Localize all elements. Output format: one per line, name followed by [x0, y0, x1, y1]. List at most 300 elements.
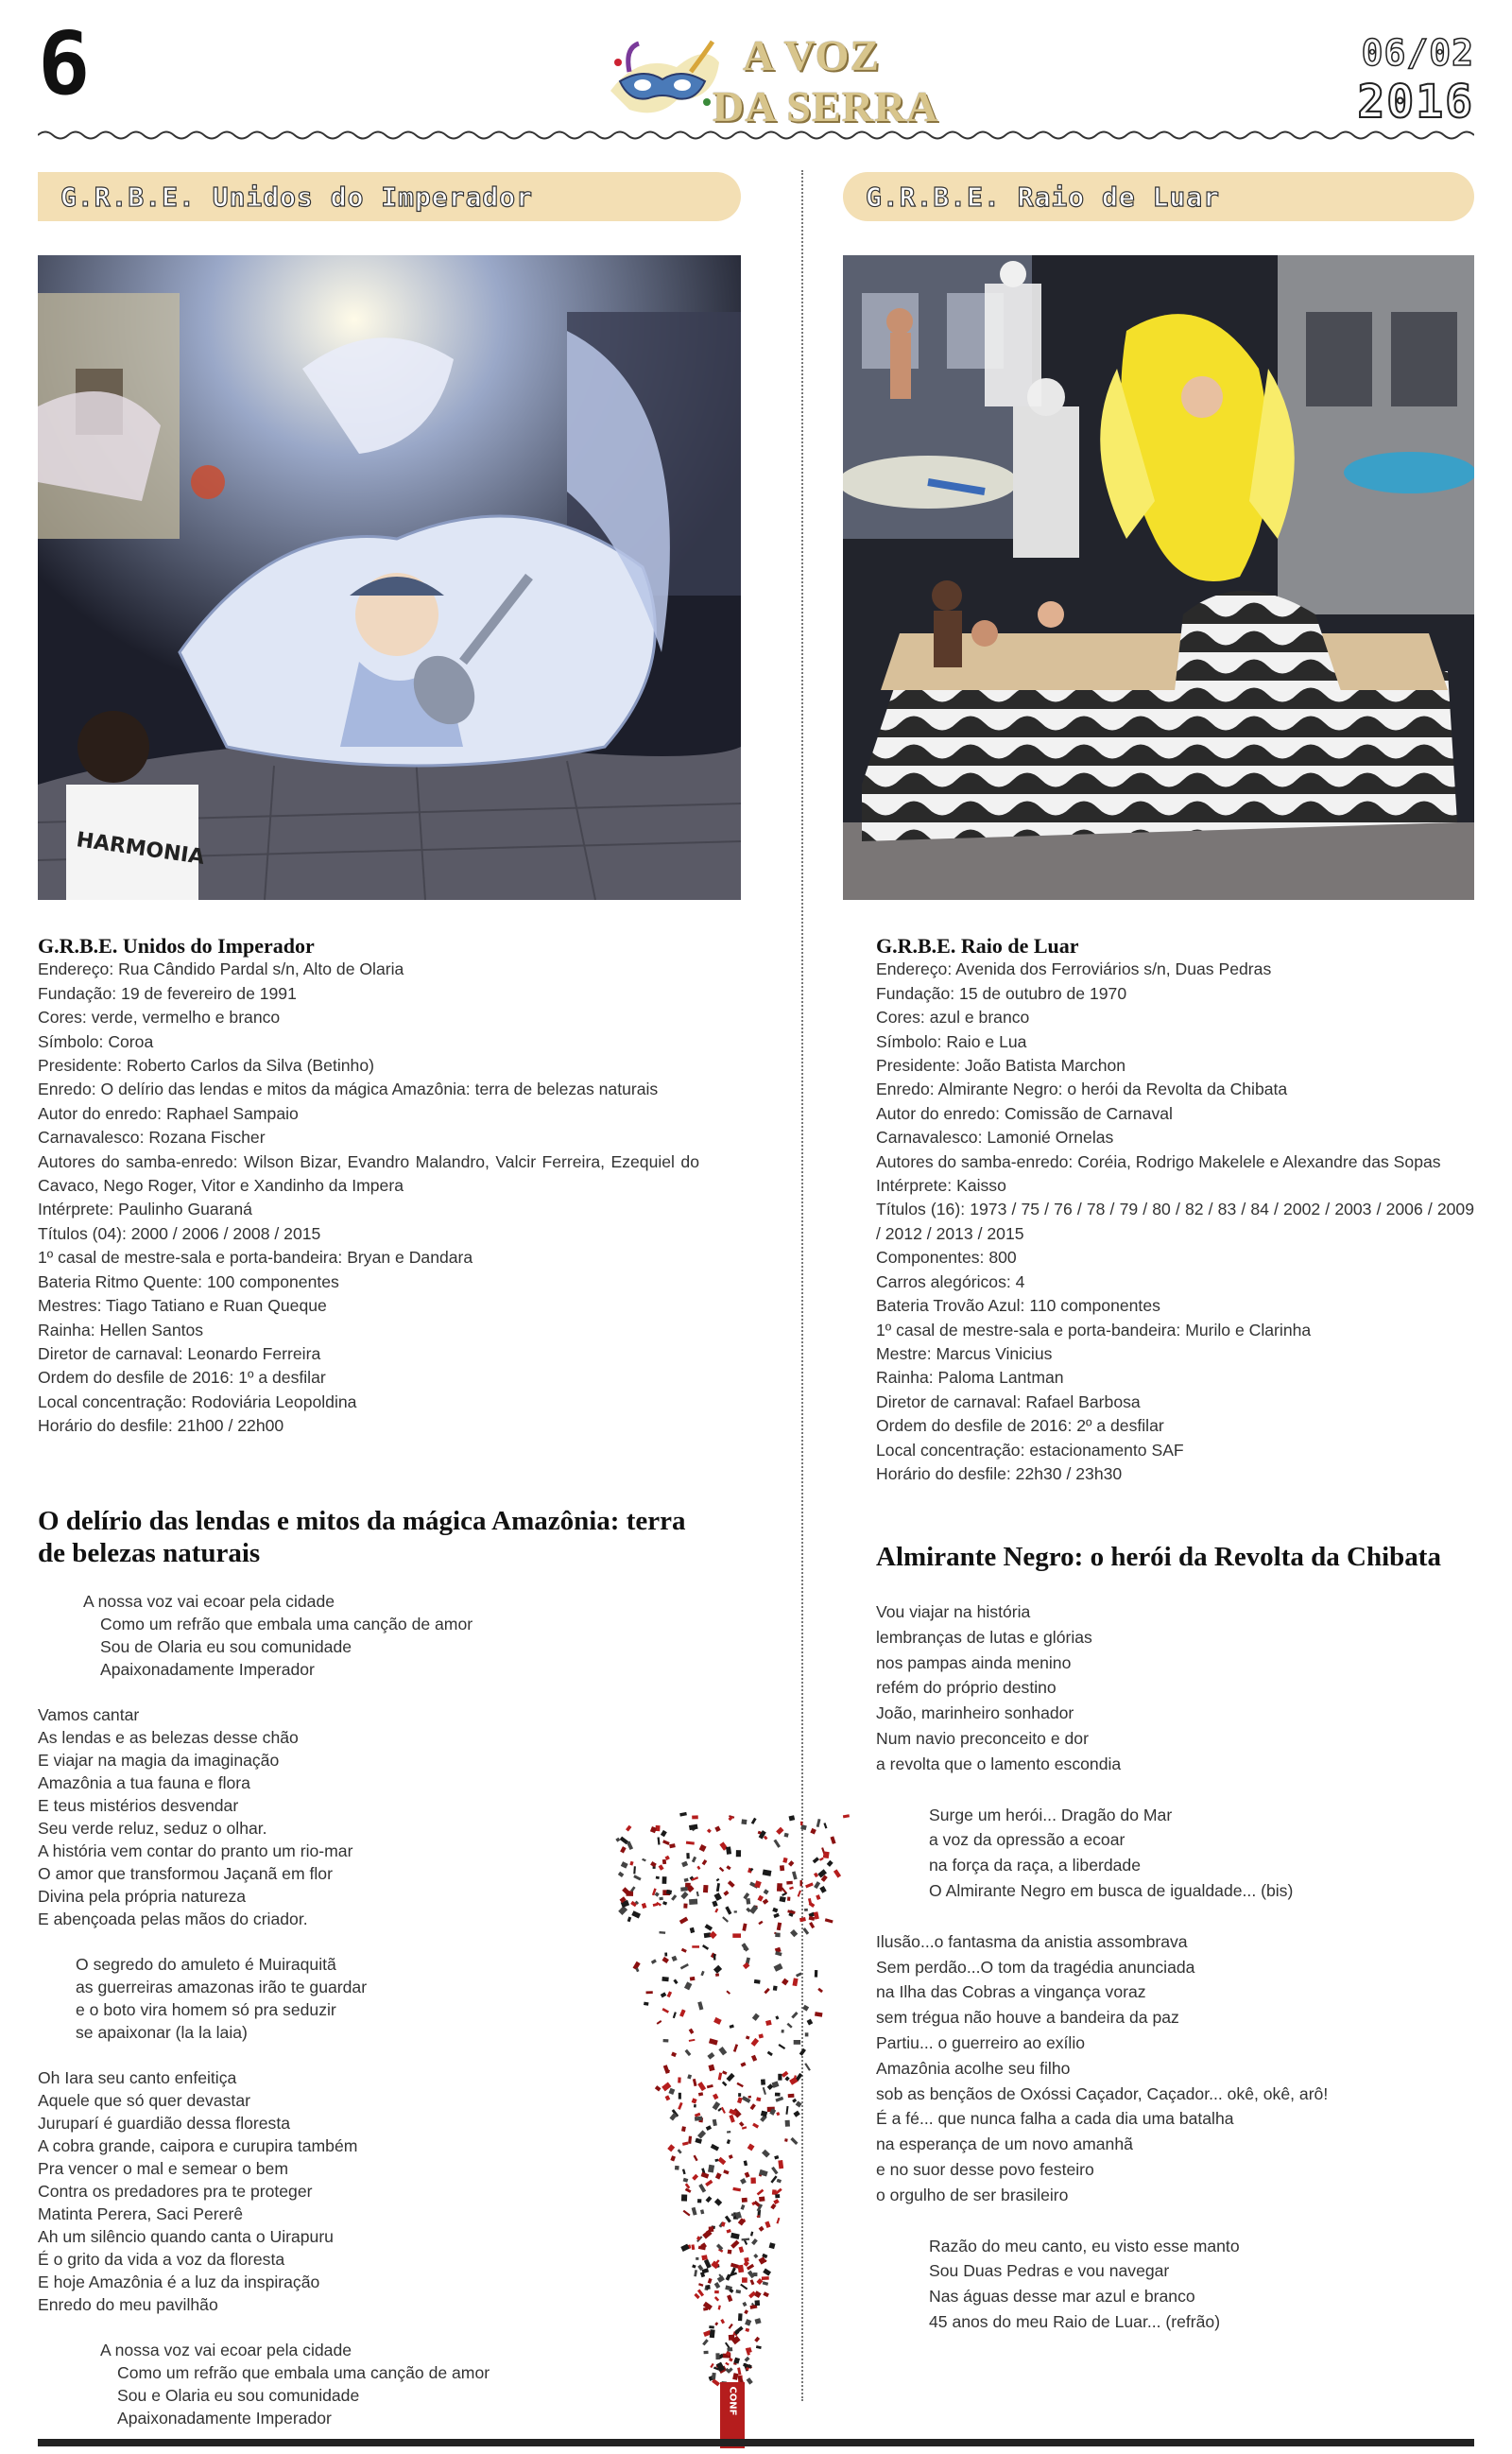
confetti-piece — [774, 2155, 779, 2159]
lyric-line: A nossa voz vai ecoar pela cidade — [83, 1592, 335, 1611]
school-info-line: Fundação: 19 de fevereiro de 1991 — [38, 983, 297, 1003]
confetti-piece — [750, 2232, 753, 2237]
school-banner-unidos-do-imperador: G.R.B.E. Unidos do Imperador — [38, 172, 741, 221]
confetti-piece — [755, 2318, 762, 2324]
confetti-piece — [814, 1881, 820, 1889]
confetti-piece — [730, 2240, 739, 2249]
confetti-piece — [626, 1825, 631, 1832]
confetti-piece — [681, 1948, 687, 1953]
confetti-piece — [755, 2300, 761, 2306]
confetti-piece — [830, 1836, 835, 1844]
confetti-piece — [644, 2002, 648, 2006]
confetti-piece — [810, 1828, 816, 1835]
confetti-piece — [745, 2171, 750, 2177]
confetti-piece — [794, 2040, 800, 2045]
confetti-piece — [782, 1979, 789, 1986]
lyric-line: e o boto vira homem só pra seduzir — [76, 2000, 336, 2019]
confetti-piece — [713, 1954, 715, 1961]
confetti-piece — [711, 2144, 719, 2152]
lyric-line: refém do próprio destino — [876, 1678, 1057, 1698]
confetti-piece — [723, 1891, 729, 1896]
confetti-piece — [662, 1901, 667, 1905]
confetti-piece — [775, 2015, 779, 2019]
confetti-piece — [665, 2095, 671, 2100]
confetti-piece — [776, 2218, 780, 2224]
confetti-piece — [817, 1988, 823, 1993]
confetti-piece — [659, 1864, 664, 1870]
confetti-piece — [784, 2076, 789, 2081]
confetti-piece — [713, 1965, 722, 1974]
confetti-piece — [700, 2209, 704, 2214]
confetti-piece — [706, 2285, 711, 2290]
confetti-piece — [664, 1953, 667, 1957]
confetti-piece — [823, 1823, 827, 1828]
confetti-piece — [697, 2082, 706, 2091]
lyric-line: e no suor desse povo festeiro — [876, 2159, 1094, 2179]
confetti-piece — [775, 2194, 780, 2198]
confetti-piece — [694, 2104, 696, 2108]
confetti-piece — [679, 2009, 686, 2016]
lyric-line: Como um refrão que embala uma canção de amor — [117, 2363, 490, 2382]
lyric-line: 45 anos do meu Raio de Luar... (refrão) — [929, 2311, 1221, 2331]
school-info-line: Local concentração: Rodoviária Leopoldina — [38, 1391, 357, 1411]
confetti-piece — [742, 1923, 747, 1930]
confetti-piece — [800, 1880, 802, 1886]
lyric-line: as guerreiras amazonas irão te guardar — [76, 1978, 368, 1996]
confetti-piece — [723, 2169, 729, 2174]
school-info-line: Horário do desfile: 22h30 / 23h30 — [876, 1463, 1123, 1483]
confetti-piece — [686, 1841, 695, 1845]
lyric-line: Vou viajar na história — [876, 1602, 1031, 1621]
confetti-piece — [702, 2339, 709, 2345]
confetti-piece — [748, 2096, 752, 2099]
confetti-piece — [695, 2117, 703, 2121]
confetti-piece — [750, 2103, 756, 2110]
confetti-piece — [655, 1892, 660, 1896]
confetti-piece — [692, 1857, 696, 1863]
confetti-piece — [689, 1824, 698, 1831]
lyric-line: Juruparí é guardião dessa floresta — [38, 2114, 290, 2133]
masthead — [601, 30, 941, 134]
confetti-piece — [662, 1876, 667, 1884]
school-info-line: Símbolo: Coroa — [38, 1031, 154, 1051]
school-info-line: Intérprete: Paulinho Guaraná — [38, 1200, 252, 1219]
confetti-piece — [699, 1844, 707, 1852]
confetti-piece — [750, 2178, 756, 2184]
confetti-piece — [697, 2130, 706, 2138]
confetti-piece — [678, 2077, 681, 2082]
lyric-line: E abençoada pelas mãos do criador. — [38, 1910, 308, 1928]
confetti-piece — [773, 2199, 779, 2204]
confetti-piece — [740, 2062, 746, 2066]
confetti-piece — [779, 2044, 786, 2049]
school-info-line: Ordem do desfile de 2016: 1º a desfilar — [38, 1368, 326, 1388]
lyric-line: O Almirante Negro em busca de igualdade... (bis) — [929, 1880, 1294, 1900]
masthead-title-line1: A VOZ — [743, 31, 881, 79]
confetti-piece — [701, 2255, 708, 2260]
confetti-piece — [746, 2035, 750, 2039]
confetti-piece — [775, 1951, 782, 1956]
confetti-piece — [739, 2246, 745, 2253]
confetti-piece — [657, 2020, 662, 2025]
confetti-piece — [698, 2092, 703, 2096]
confetti-piece — [694, 2293, 699, 2299]
confetti-piece — [655, 2085, 662, 2091]
confetti-piece — [843, 1814, 850, 1818]
confetti-piece — [762, 2276, 769, 2280]
confetti-piece — [633, 1875, 641, 1880]
confetti-piece — [708, 2165, 714, 2173]
school-info-line: Autores do samba-enredo: Coréia, Rodrigo Makelele e Alexandre das Sopas — [876, 1151, 1441, 1171]
lyric-line: Seu verde reluz, seduz o olhar. — [38, 1819, 267, 1838]
confetti-piece — [729, 2358, 733, 2362]
confetti-piece — [730, 2233, 740, 2239]
school-banner-raio-de-luar: G.R.B.E. Raio de Luar — [843, 172, 1474, 221]
confetti-piece — [764, 1889, 769, 1894]
confetti-piece — [681, 2194, 687, 2201]
confetti-piece — [714, 2159, 718, 2162]
confetti-piece — [692, 1815, 698, 1819]
school-info-line: Autor do enredo: Raphael Sampaio — [38, 1103, 299, 1123]
school-info-raio-de-luar — [876, 934, 1474, 1486]
confetti-piece — [714, 2290, 719, 2293]
confetti-piece — [775, 1933, 780, 1938]
confetti-piece — [750, 2279, 755, 2285]
confetti-piece — [729, 2154, 733, 2159]
confetti-piece — [718, 2305, 721, 2309]
confetti-piece — [754, 2337, 760, 2342]
lyric-line: Aquele que só quer devastar — [38, 2091, 250, 2110]
confetti-piece — [751, 2038, 760, 2047]
confetti-piece — [659, 1931, 665, 1934]
lyric-stanza — [876, 2234, 1474, 2335]
school-info-line: Rainha: Hellen Santos — [38, 1320, 204, 1339]
confetti-piece — [678, 2102, 682, 2110]
confetti-piece — [681, 1861, 688, 1868]
masthead-title-line2: DA SERRA — [713, 82, 939, 130]
confetti-piece — [819, 1858, 824, 1861]
confetti-piece — [744, 2309, 748, 2314]
confetti-piece — [714, 1909, 718, 1913]
confetti-piece — [777, 1883, 782, 1892]
lyric-line: se apaixonar (la la laia) — [76, 2023, 248, 2042]
confetti-piece — [738, 2265, 745, 2273]
confetti-piece — [732, 2373, 738, 2380]
samba-lyrics-unidos-do-imperador — [38, 1590, 624, 2452]
confetti-piece — [680, 1963, 689, 1969]
confetti-piece — [650, 1861, 657, 1867]
confetti-piece — [769, 2242, 776, 2249]
confetti-piece — [707, 2052, 714, 2060]
school-info-line: Símbolo: Raio e Lua — [876, 1031, 1027, 1051]
confetti-piece — [615, 1838, 620, 1842]
confetti-piece — [696, 2257, 698, 2260]
confetti-piece — [662, 1977, 668, 1981]
lyric-line: sem trégua não houve a bandeira da paz — [876, 2008, 1179, 2028]
confetti-piece — [673, 2012, 677, 2018]
confetti-piece — [802, 1927, 809, 1935]
confetti-piece — [745, 2319, 751, 2325]
confetti-piece — [661, 1992, 667, 1997]
confetti-piece — [738, 2313, 743, 2321]
school-info-line: Enredo: O delírio das lendas e mitos da mágica Amazônia: terra de belezas naturais — [38, 1080, 659, 1099]
confetti-piece — [775, 2097, 783, 2102]
confetti-piece — [698, 2283, 703, 2287]
confetti-piece — [738, 2093, 741, 2097]
confetti-piece — [753, 2254, 758, 2258]
confetti-piece — [816, 1894, 820, 1900]
bottom-rule — [38, 2439, 1474, 2446]
confetti-piece — [819, 1886, 826, 1893]
school-info-line: Títulos (16): 1973 / 75 / 76 / 78 / 79 / 80 / 82 / 83 / 84 / 2002 / 2003 / 2006 / 2009 / 2012 / 2013 / 2015 — [876, 1200, 1474, 1243]
lyric-stanza — [38, 2339, 624, 2429]
confetti-piece — [716, 1878, 720, 1882]
confetti-piece — [671, 1956, 677, 1961]
confetti-piece — [684, 1981, 692, 1990]
school-info-line: Carros alegóricos: 4 — [876, 1271, 1025, 1291]
confetti-piece — [742, 2198, 747, 2203]
school-info-line: Endereço: Avenida dos Ferroviários s/n, Duas Pedras — [876, 959, 1272, 979]
lyric-line: Amazônia acolhe seu filho — [876, 2058, 1071, 2078]
confetti-piece — [721, 2107, 726, 2114]
issue-year: 2016 — [1357, 76, 1474, 129]
confetti-piece — [751, 1818, 757, 1824]
confetti-piece — [658, 1837, 661, 1844]
confetti-piece — [785, 2106, 788, 2115]
confetti-piece — [729, 2324, 733, 2329]
confetti-tube-label: CONF — [727, 2386, 738, 2416]
confetti-piece — [763, 2269, 771, 2276]
confetti-piece — [692, 2174, 698, 2181]
lyric-line: Vamos cantar — [38, 1705, 140, 1724]
confetti-piece — [742, 2302, 747, 2307]
confetti-piece — [680, 1892, 688, 1899]
confetti-piece — [784, 2138, 788, 2142]
confetti-piece — [679, 1812, 687, 1817]
confetti-piece — [726, 1846, 731, 1854]
confetti-piece — [727, 2229, 731, 2234]
school-info-line: Autores do samba-enredo: Wilson Bizar, Evandro Malandro, Valcir Ferreira, Ezequiel do Cavaco, Nego Roger, Vitor e Xandinho da Impera — [38, 1151, 699, 1196]
confetti-piece — [748, 2291, 756, 2299]
confetti-piece — [646, 1991, 653, 1994]
confetti-piece — [679, 1917, 689, 1925]
confetti-piece — [709, 2325, 714, 2328]
lyric-line: Contra os predadores pra te proteger — [38, 2182, 313, 2201]
confetti-piece — [696, 1892, 699, 1896]
lyric-line: Partiu... o guerreiro ao exílio — [876, 2032, 1086, 2052]
confetti-piece — [778, 2160, 783, 2169]
lyric-line: Ah um silêncio quando canta o Uirapuru — [38, 2227, 334, 2246]
confetti-piece — [668, 2088, 675, 2095]
confetti-piece — [732, 1933, 741, 1937]
confetti-piece — [771, 2167, 778, 2175]
lyric-line: Nas águas desse mar azul e branco — [929, 2287, 1195, 2307]
confetti-piece — [620, 1846, 627, 1853]
confetti-piece — [796, 1972, 802, 1977]
carnival-mask-icon — [601, 34, 724, 129]
school-info-title: G.R.B.E. Unidos do Imperador — [38, 934, 315, 958]
lyric-line: na Ilha das Cobras a vingança voraz — [876, 1982, 1146, 2002]
confetti-piece — [704, 2259, 712, 2269]
confetti-piece — [805, 1882, 814, 1888]
lyric-line: É o grito da vida a voz da floresta — [38, 2250, 285, 2269]
samba-lyrics-raio-de-luar — [876, 1599, 1474, 2360]
confetti-piece — [685, 2049, 692, 2056]
confetti-piece — [767, 2051, 773, 2056]
confetti-piece — [790, 2137, 798, 2145]
lyric-line: Como um refrão que embala uma canção de amor — [100, 1615, 473, 1633]
confetti-piece — [683, 1904, 687, 1909]
confetti-piece — [772, 1908, 778, 1913]
school-info-line: 1º casal de mestre-sala e porta-bandeira: Bryan e Dandara — [38, 1248, 473, 1268]
confetti-piece — [707, 1828, 712, 1833]
confetti-piece — [808, 1898, 812, 1904]
school-info-line: Enredo: Almirante Negro: o herói da Revolta da Chibata — [876, 1080, 1288, 1099]
confetti-piece — [807, 2019, 814, 2026]
confetti-piece — [690, 1977, 696, 1981]
confetti-piece — [663, 2065, 670, 2074]
confetti-piece — [695, 2138, 702, 2144]
confetti-piece — [764, 1836, 768, 1840]
confetti-piece — [784, 1833, 789, 1838]
confetti-piece — [671, 2052, 677, 2058]
confetti-piece — [631, 1910, 641, 1918]
confetti-piece — [774, 1963, 783, 1972]
confetti-piece — [799, 2048, 806, 2056]
lyric-line: Apaixonadamente Imperador — [100, 1660, 315, 1679]
confetti-piece — [629, 1861, 633, 1866]
confetti-piece — [728, 2250, 732, 2255]
confetti-piece — [776, 1827, 783, 1835]
confetti-piece — [725, 2216, 731, 2223]
confetti-piece — [782, 1858, 787, 1863]
confetti-piece — [763, 2087, 766, 2095]
confetti-piece — [729, 2115, 734, 2123]
confetti-piece — [702, 1944, 709, 1950]
confetti-piece — [747, 2144, 755, 2152]
confetti-piece — [692, 2264, 696, 2268]
confetti-piece — [671, 1894, 677, 1901]
confetti-piece — [785, 2120, 790, 2127]
confetti-piece — [796, 2100, 802, 2107]
confetti-piece — [727, 2131, 730, 2134]
confetti-piece — [764, 1988, 769, 1994]
confetti-piece — [694, 2270, 697, 2276]
school-info-line: Bateria Ritmo Quente: 100 componentes — [38, 1271, 339, 1291]
school-info-line: Presidente: Roberto Carlos da Silva (Betinho) — [38, 1056, 374, 1076]
confetti-piece — [709, 1931, 716, 1939]
lyric-line: Sem perdão...O tom da tragédia anunciada — [876, 1957, 1195, 1977]
confetti-piece — [621, 1861, 628, 1868]
confetti-piece — [680, 2244, 689, 2252]
confetti-piece — [780, 1865, 784, 1871]
school-info-line: Ordem do desfile de 2016: 2º a desfilar — [876, 1416, 1164, 1436]
confetti-piece — [741, 1943, 748, 1951]
lyric-line: nos pampas ainda menino — [876, 1652, 1072, 1672]
confetti-piece — [730, 2263, 739, 2269]
lyric-line: Razão do meu canto, eu visto esse manto — [929, 2236, 1240, 2255]
confetti-piece — [739, 2121, 745, 2127]
confetti-piece — [757, 1895, 764, 1902]
confetti-piece — [774, 1840, 782, 1848]
confetti-piece — [791, 2012, 798, 2019]
school-info-title: G.R.B.E. Raio de Luar — [876, 934, 1079, 958]
confetti-piece — [705, 2180, 713, 2186]
confetti-piece — [787, 1896, 790, 1900]
confetti-piece — [713, 1892, 722, 1901]
lyric-stanza — [38, 1703, 624, 1930]
school-info-line: Autor do enredo: Comissão de Carnaval — [876, 1103, 1173, 1123]
confetti-piece — [770, 2175, 777, 2183]
confetti-piece — [715, 1973, 719, 1976]
confetti-piece — [713, 2094, 718, 2100]
confetti-piece — [732, 2187, 741, 2192]
confetti-piece — [712, 2373, 716, 2379]
confetti-piece — [697, 2199, 701, 2203]
confetti-piece — [823, 1851, 830, 1858]
confetti-piece — [694, 2155, 698, 2162]
school-info-line: Rainha: Paloma Lantman — [876, 1368, 1064, 1388]
confetti-piece — [661, 1830, 667, 1837]
confetti-piece — [744, 2257, 748, 2262]
confetti-piece — [706, 2196, 713, 2203]
confetti-piece — [642, 1903, 647, 1909]
lyric-line: lembranças de lutas e glórias — [876, 1627, 1092, 1647]
confetti-piece — [773, 1913, 780, 1919]
confetti-piece — [715, 2353, 719, 2359]
confetti-piece — [687, 2074, 692, 2079]
school-info-line: Local concentração: estacionamento SAF — [876, 1440, 1184, 1460]
school-info-line: Componentes: 800 — [876, 1248, 1017, 1268]
confetti-piece — [682, 2169, 686, 2174]
confetti-piece — [692, 2098, 697, 2103]
confetti-piece — [745, 2328, 749, 2332]
confetti-piece — [757, 2189, 765, 2196]
confetti-piece — [663, 2039, 669, 2042]
confetti-piece — [761, 2079, 765, 2084]
confetti-piece — [763, 2291, 769, 2297]
lyric-line: Sou e Olaria eu sou comunidade — [117, 2386, 360, 2405]
school-info-line: Cores: verde, vermelho e branco — [38, 1008, 281, 1028]
school-info-line: Fundação: 15 de outubro de 1970 — [876, 983, 1127, 1003]
confetti-piece — [782, 2030, 784, 2033]
confetti-piece — [693, 2079, 697, 2086]
lyric-line: Enredo do meu pavilhão — [38, 2295, 218, 2314]
lyric-line: Amazônia a tua fauna e flora — [38, 1773, 250, 1792]
confetti-piece — [735, 2290, 741, 2293]
school-info-unidos-do-imperador — [38, 934, 699, 1439]
confetti-piece — [712, 2378, 720, 2386]
confetti-piece — [642, 1858, 646, 1862]
confetti-piece — [816, 1819, 821, 1827]
confetti-piece — [800, 1822, 803, 1825]
confetti-piece — [734, 1910, 737, 1912]
lyric-line: O segredo do amuleto é Muiraquitã — [76, 1955, 336, 1974]
confetti-piece — [787, 2023, 793, 2029]
confetti-piece — [673, 1979, 678, 1984]
confetti-piece — [741, 2204, 746, 2210]
confetti-piece — [746, 1898, 750, 1905]
lyric-stanza — [38, 1590, 624, 1681]
confetti-piece — [714, 1826, 720, 1832]
confetti-piece — [727, 2294, 732, 2302]
confetti-piece — [704, 2351, 709, 2355]
confetti-piece — [682, 2141, 689, 2145]
confetti-piece — [698, 2184, 706, 2193]
lyric-line: A nossa voz vai ecoar pela cidade — [100, 2341, 352, 2359]
confetti-piece — [667, 1991, 672, 1997]
confetti-piece — [713, 2119, 717, 2126]
